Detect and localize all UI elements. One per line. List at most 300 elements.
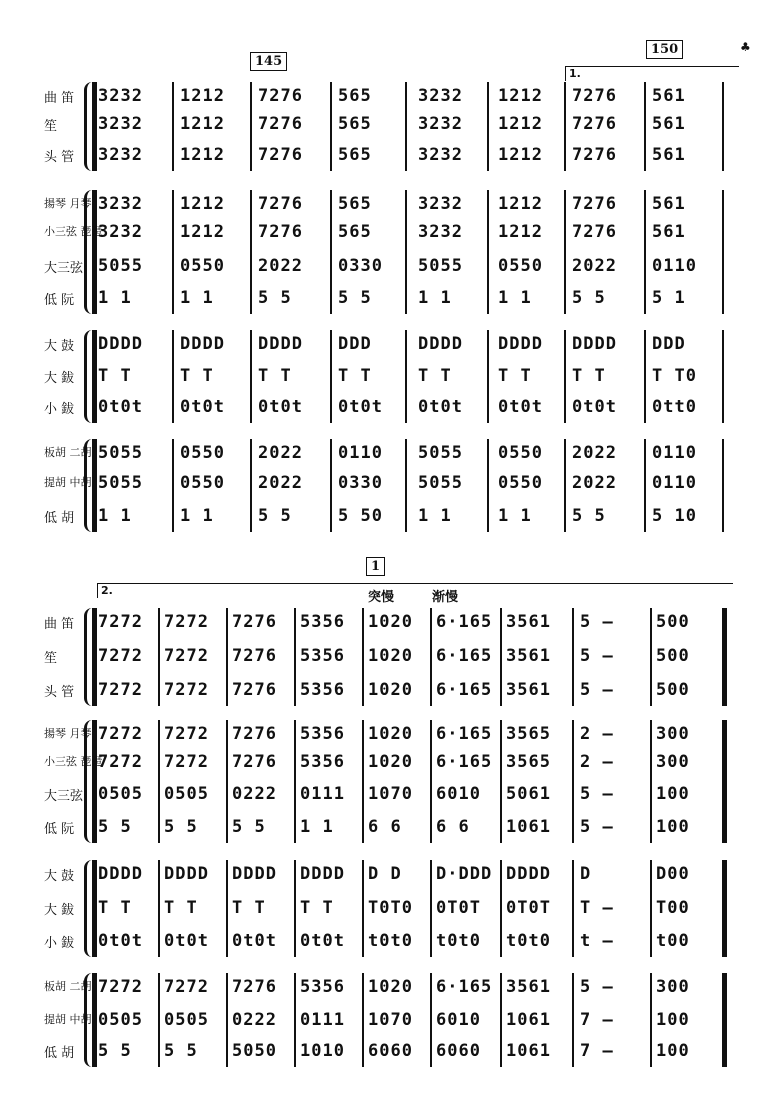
measure-cell: 300	[656, 724, 690, 744]
measure-cell: 1 1	[98, 288, 132, 308]
instrument-label: 提胡 中胡	[44, 1013, 92, 1026]
measure-cell: 5 –	[580, 612, 614, 632]
measure-cell: 0t0t	[338, 397, 383, 417]
measure-cell: 7276	[258, 222, 303, 242]
measure-cell: 1020	[368, 680, 413, 700]
barline	[650, 720, 652, 843]
measure-cell: 5 –	[580, 646, 614, 666]
measure-cell: 0t0t	[98, 931, 143, 951]
measure-cell: T T	[98, 366, 132, 386]
measure-cell: 1212	[180, 114, 225, 134]
measure-cell: 1212	[180, 86, 225, 106]
measure-cell: 3232	[98, 114, 143, 134]
measure-cell: 3232	[418, 222, 463, 242]
barline	[564, 82, 566, 171]
measure-cell: D D	[368, 864, 402, 884]
barline	[487, 439, 489, 532]
barline	[650, 608, 652, 706]
barline	[250, 82, 252, 171]
measure-cell: 7272	[164, 646, 209, 666]
barline	[158, 720, 160, 843]
measure-cell: 500	[656, 646, 690, 666]
barline	[250, 439, 252, 532]
instrument-label: 大三弦	[44, 789, 84, 804]
measure-cell: DDDD	[98, 334, 143, 354]
measure-cell: 3561	[506, 612, 551, 632]
measure-cell: 3232	[418, 86, 463, 106]
measure-cell: 1 1	[418, 506, 452, 526]
measure-cell: 300	[656, 977, 690, 997]
measure-cell: 7276	[572, 114, 617, 134]
measure-cell: 7276	[232, 646, 277, 666]
measure-cell: 0t0t	[232, 931, 277, 951]
barline	[487, 330, 489, 423]
measure-cell: 6060	[368, 1041, 413, 1061]
measure-cell: 1070	[368, 784, 413, 804]
measure-cell: 100	[656, 817, 690, 837]
measure-cell: 5356	[300, 752, 345, 772]
measure-cell: T T0	[652, 366, 697, 386]
measure-cell: 1 1	[180, 288, 214, 308]
barline	[430, 608, 432, 706]
measure-cell: 5 –	[580, 784, 614, 804]
measure-cell: 2022	[572, 443, 617, 463]
barline	[330, 82, 332, 171]
measure-cell: T T	[300, 898, 334, 918]
volta-second-ending: 2.	[97, 583, 733, 598]
measure-cell: T T	[164, 898, 198, 918]
measure-cell: t0t0	[436, 931, 481, 951]
measure-cell: 0550	[498, 256, 543, 276]
measure-cell: 561	[652, 222, 686, 242]
barline	[294, 973, 296, 1067]
barline	[644, 82, 646, 171]
measure-cell: 5356	[300, 724, 345, 744]
measure-cell: 0550	[180, 443, 225, 463]
instrument-label: 笙	[44, 651, 58, 666]
measure-cell: 7272	[98, 680, 143, 700]
measure-cell: 0t0t	[300, 931, 345, 951]
instrument-label: 低 胡	[44, 511, 75, 526]
system-start-barline	[92, 973, 97, 1067]
measure-cell: 0111	[300, 1010, 345, 1030]
barline	[722, 973, 727, 1067]
measure-cell: 1 1	[180, 506, 214, 526]
measure-cell: 7272	[98, 646, 143, 666]
measure-cell: DDDD	[180, 334, 225, 354]
instrument-label: 大三弦	[44, 261, 84, 276]
measure-cell: 565	[338, 194, 372, 214]
system-start-barline	[92, 190, 97, 314]
measure-cell: 0t0t	[498, 397, 543, 417]
measure-cell: 7276	[232, 612, 277, 632]
barline	[362, 860, 364, 957]
barline	[722, 439, 724, 532]
measure-cell: DDDD	[418, 334, 463, 354]
measure-cell: t –	[580, 931, 614, 951]
measure-cell: 0222	[232, 1010, 277, 1030]
barline	[722, 82, 724, 171]
instrument-label: 头 管	[44, 685, 75, 700]
measure-cell: 7276	[572, 194, 617, 214]
measure-cell: 7 –	[580, 1041, 614, 1061]
measure-cell: 3232	[98, 86, 143, 106]
measure-cell: D00	[656, 864, 690, 884]
measure-cell: 3232	[98, 194, 143, 214]
measure-cell: DDDD	[498, 334, 543, 354]
measure-cell: 1070	[368, 1010, 413, 1030]
measure-cell: 5356	[300, 612, 345, 632]
barline	[294, 608, 296, 706]
barline	[405, 82, 407, 171]
measure-cell: 5 –	[580, 977, 614, 997]
measure-cell: 5055	[98, 473, 143, 493]
measure-cell: 7276	[258, 194, 303, 214]
measure-cell: 1 1	[300, 817, 334, 837]
volta-first-ending: 1.	[565, 66, 739, 81]
measure-cell: 3561	[506, 646, 551, 666]
measure-cell: 0222	[232, 784, 277, 804]
measure-cell: 0110	[652, 473, 697, 493]
barline	[172, 190, 174, 314]
measure-cell: 3232	[418, 194, 463, 214]
measure-cell: DDDD	[164, 864, 209, 884]
measure-cell: 7276	[258, 86, 303, 106]
measure-cell: t00	[656, 931, 690, 951]
measure-cell: 0330	[338, 256, 383, 276]
measure-cell: 5 5	[98, 817, 132, 837]
measure-cell: 1020	[368, 612, 413, 632]
instrument-label: 小三弦 琵琶	[44, 755, 103, 768]
measure-cell: 0t0t	[98, 397, 143, 417]
barline	[430, 973, 432, 1067]
measure-cell: D	[580, 864, 592, 884]
measure-cell: 0505	[164, 1010, 209, 1030]
measure-cell: DDDD	[98, 864, 143, 884]
measure-cell: 0550	[498, 443, 543, 463]
barline	[487, 190, 489, 314]
measure-cell: 0505	[164, 784, 209, 804]
instrument-label: 曲 笛	[44, 91, 75, 106]
measure-cell: 7272	[164, 977, 209, 997]
measure-cell: 5 10	[652, 506, 697, 526]
measure-cell: 0505	[98, 784, 143, 804]
measure-cell: 0110	[338, 443, 383, 463]
measure-cell: 7276	[572, 86, 617, 106]
barline	[722, 190, 724, 314]
measure-cell: 1212	[498, 222, 543, 242]
measure-cell: 0110	[652, 256, 697, 276]
measure-cell: 5055	[418, 443, 463, 463]
measure-cell: 6060	[436, 1041, 481, 1061]
measure-cell: 3232	[98, 222, 143, 242]
measure-cell: 1212	[180, 222, 225, 242]
instrument-label: 小三弦 琵琶	[44, 225, 103, 238]
system-start-barline	[92, 82, 97, 171]
measure-cell: 5 1	[652, 288, 686, 308]
measure-cell: 1212	[180, 194, 225, 214]
measure-cell: 5356	[300, 680, 345, 700]
measure-cell: 6·165	[436, 646, 493, 666]
measure-cell: 6·165	[436, 977, 493, 997]
barline	[722, 860, 727, 957]
measure-cell: 0t0t	[572, 397, 617, 417]
measure-cell: T T	[418, 366, 452, 386]
barline	[572, 720, 574, 843]
barline	[362, 973, 364, 1067]
measure-cell: 6·165	[436, 752, 493, 772]
measure-cell: 5050	[232, 1041, 277, 1061]
measure-cell: 7276	[258, 114, 303, 134]
barline	[250, 190, 252, 314]
measure-cell: T0T0	[368, 898, 413, 918]
measure-cell: 7 –	[580, 1010, 614, 1030]
instrument-label: 低 胡	[44, 1046, 75, 1061]
measure-cell: 7276	[572, 145, 617, 165]
measure-cell: 561	[652, 145, 686, 165]
measure-cell: 5 5	[164, 817, 198, 837]
barline	[362, 608, 364, 706]
instrument-label: 提胡 中胡	[44, 476, 92, 489]
measure-cell: 561	[652, 86, 686, 106]
rehearsal-mark-150: 150	[646, 40, 683, 59]
measure-cell: 0111	[300, 784, 345, 804]
barline	[572, 973, 574, 1067]
measure-cell: 3561	[506, 680, 551, 700]
barline	[564, 190, 566, 314]
measure-cell: 0t0t	[258, 397, 303, 417]
measure-cell: 100	[656, 1041, 690, 1061]
barline	[650, 860, 652, 957]
barline	[564, 439, 566, 532]
barline	[572, 860, 574, 957]
measure-cell: 7272	[98, 612, 143, 632]
measure-cell: 2022	[572, 473, 617, 493]
measure-cell: 1 1	[418, 288, 452, 308]
measure-cell: 7276	[232, 752, 277, 772]
measure-cell: 1020	[368, 752, 413, 772]
measure-cell: 0550	[180, 256, 225, 276]
measure-cell: 1061	[506, 1041, 551, 1061]
measure-cell: 100	[656, 784, 690, 804]
measure-cell: DDD	[652, 334, 686, 354]
measure-cell: 5356	[300, 646, 345, 666]
barline	[294, 860, 296, 957]
barline	[226, 860, 228, 957]
measure-cell: 1020	[368, 977, 413, 997]
measure-cell: 1010	[300, 1041, 345, 1061]
barline	[500, 860, 502, 957]
instrument-label: 揚琴 月琴	[44, 727, 92, 740]
barline	[500, 608, 502, 706]
barline	[158, 973, 160, 1067]
measure-cell: 1212	[498, 145, 543, 165]
measure-cell: T T	[258, 366, 292, 386]
barline	[644, 330, 646, 423]
measure-cell: 0330	[338, 473, 383, 493]
measure-cell: 5 5	[98, 1041, 132, 1061]
barline	[172, 439, 174, 532]
measure-cell: 1212	[180, 145, 225, 165]
barline	[722, 608, 727, 706]
measure-cell: 3232	[98, 145, 143, 165]
instrument-label: 小 鈸	[44, 936, 75, 951]
measure-cell: 5 –	[580, 680, 614, 700]
barline	[294, 720, 296, 843]
measure-cell: t0t0	[368, 931, 413, 951]
measure-cell: 500	[656, 612, 690, 632]
barline	[722, 330, 724, 423]
barline	[500, 720, 502, 843]
measure-cell: 0t0t	[164, 931, 209, 951]
barline	[405, 190, 407, 314]
measure-cell: 0t0t	[180, 397, 225, 417]
barline	[430, 860, 432, 957]
measure-cell: 565	[338, 222, 372, 242]
measure-cell: T T	[338, 366, 372, 386]
barline	[172, 82, 174, 171]
tempo-mark-ritardando: 渐慢	[432, 590, 459, 605]
measure-cell: 2022	[258, 443, 303, 463]
rehearsal-mark-145: 145	[250, 52, 287, 71]
measure-cell: 561	[652, 194, 686, 214]
system-start-barline	[92, 439, 97, 532]
measure-cell: t0t0	[506, 931, 551, 951]
measure-cell: 3232	[418, 114, 463, 134]
measure-cell: 565	[338, 86, 372, 106]
measure-cell: DDDD	[258, 334, 303, 354]
measure-cell: 5055	[98, 256, 143, 276]
measure-cell: 565	[338, 145, 372, 165]
barline	[362, 720, 364, 843]
barline	[226, 973, 228, 1067]
barline	[250, 330, 252, 423]
barline	[172, 330, 174, 423]
measure-cell: 0tt0	[652, 397, 697, 417]
measure-cell: 6 6	[436, 817, 470, 837]
measure-cell: 0T0T	[436, 898, 481, 918]
measure-cell: 2 –	[580, 752, 614, 772]
measure-cell: DDDD	[300, 864, 345, 884]
measure-cell: 2 –	[580, 724, 614, 744]
measure-cell: 7272	[164, 612, 209, 632]
instrument-label: 笙	[44, 119, 58, 134]
measure-cell: 5356	[300, 977, 345, 997]
instrument-label: 大 鈸	[44, 371, 75, 386]
measure-cell: 7272	[164, 752, 209, 772]
measure-cell: 6·165	[436, 680, 493, 700]
instrument-label: 低 阮	[44, 293, 75, 308]
barline	[330, 190, 332, 314]
system-start-barline	[92, 608, 97, 706]
measure-cell: 300	[656, 752, 690, 772]
instrument-label: 大 鼓	[44, 339, 75, 354]
measure-cell: 1 1	[498, 288, 532, 308]
measure-cell: 7272	[98, 752, 143, 772]
measure-cell: 3565	[506, 752, 551, 772]
barline	[564, 330, 566, 423]
measure-cell: 100	[656, 1010, 690, 1030]
instrument-label: 大 鈸	[44, 903, 75, 918]
barline	[158, 860, 160, 957]
instrument-label: 头 管	[44, 150, 75, 165]
system-start-barline	[92, 720, 97, 843]
measure-cell: DDDD	[232, 864, 277, 884]
measure-cell: DDD	[338, 334, 372, 354]
measure-cell: DDDD	[572, 334, 617, 354]
measure-cell: 0550	[498, 473, 543, 493]
measure-cell: T T	[498, 366, 532, 386]
measure-cell: 0T0T	[506, 898, 551, 918]
measure-cell: 7272	[98, 977, 143, 997]
barline	[405, 330, 407, 423]
measure-cell: 1061	[506, 1010, 551, 1030]
measure-cell: 7276	[232, 680, 277, 700]
measure-cell: 2022	[572, 256, 617, 276]
measure-cell: T T	[232, 898, 266, 918]
barline	[330, 439, 332, 532]
measure-cell: 5 5	[258, 288, 292, 308]
measure-cell: 7272	[98, 724, 143, 744]
measure-cell: D·DDD	[436, 864, 493, 884]
barline	[650, 973, 652, 1067]
measure-cell: 5 5	[338, 288, 372, 308]
measure-cell: 5061	[506, 784, 551, 804]
instrument-label: 揚琴 月琴	[44, 197, 92, 210]
measure-cell: 6010	[436, 784, 481, 804]
measure-cell: 3561	[506, 977, 551, 997]
measure-cell: T T	[98, 898, 132, 918]
measure-cell: 1212	[498, 194, 543, 214]
instrument-label: 板胡 二胡	[44, 446, 92, 459]
measure-cell: 2022	[258, 473, 303, 493]
measure-cell: 1061	[506, 817, 551, 837]
measure-cell: T –	[580, 898, 614, 918]
instrument-label: 大 鼓	[44, 869, 75, 884]
measure-cell: 0505	[98, 1010, 143, 1030]
barline	[226, 608, 228, 706]
rehearsal-mark-155: 1	[366, 557, 385, 576]
measure-cell: 7272	[164, 680, 209, 700]
barline	[405, 439, 407, 532]
measure-cell: 1212	[498, 86, 543, 106]
measure-cell: 500	[656, 680, 690, 700]
measure-cell: 565	[338, 114, 372, 134]
measure-cell: 5 5	[258, 506, 292, 526]
instrument-label: 低 阮	[44, 822, 75, 837]
measure-cell: 0550	[180, 473, 225, 493]
measure-cell: 5055	[418, 256, 463, 276]
measure-cell: 5 5	[164, 1041, 198, 1061]
measure-cell: T T	[572, 366, 606, 386]
measure-cell: 7272	[164, 724, 209, 744]
measure-cell: 5 5	[232, 817, 266, 837]
measure-cell: 2022	[258, 256, 303, 276]
measure-cell: 5055	[418, 473, 463, 493]
barline	[500, 973, 502, 1067]
measure-cell: 3232	[418, 145, 463, 165]
instrument-label: 板胡 二胡	[44, 980, 92, 993]
measure-cell: 5055	[98, 443, 143, 463]
measure-cell: 561	[652, 114, 686, 134]
measure-cell: 0t0t	[418, 397, 463, 417]
measure-cell: 5 5	[572, 506, 606, 526]
measure-cell: 6010	[436, 1010, 481, 1030]
barline	[572, 608, 574, 706]
measure-cell: 6·165	[436, 612, 493, 632]
instrument-label: 曲 笛	[44, 617, 75, 632]
measure-cell: 5 5	[572, 288, 606, 308]
